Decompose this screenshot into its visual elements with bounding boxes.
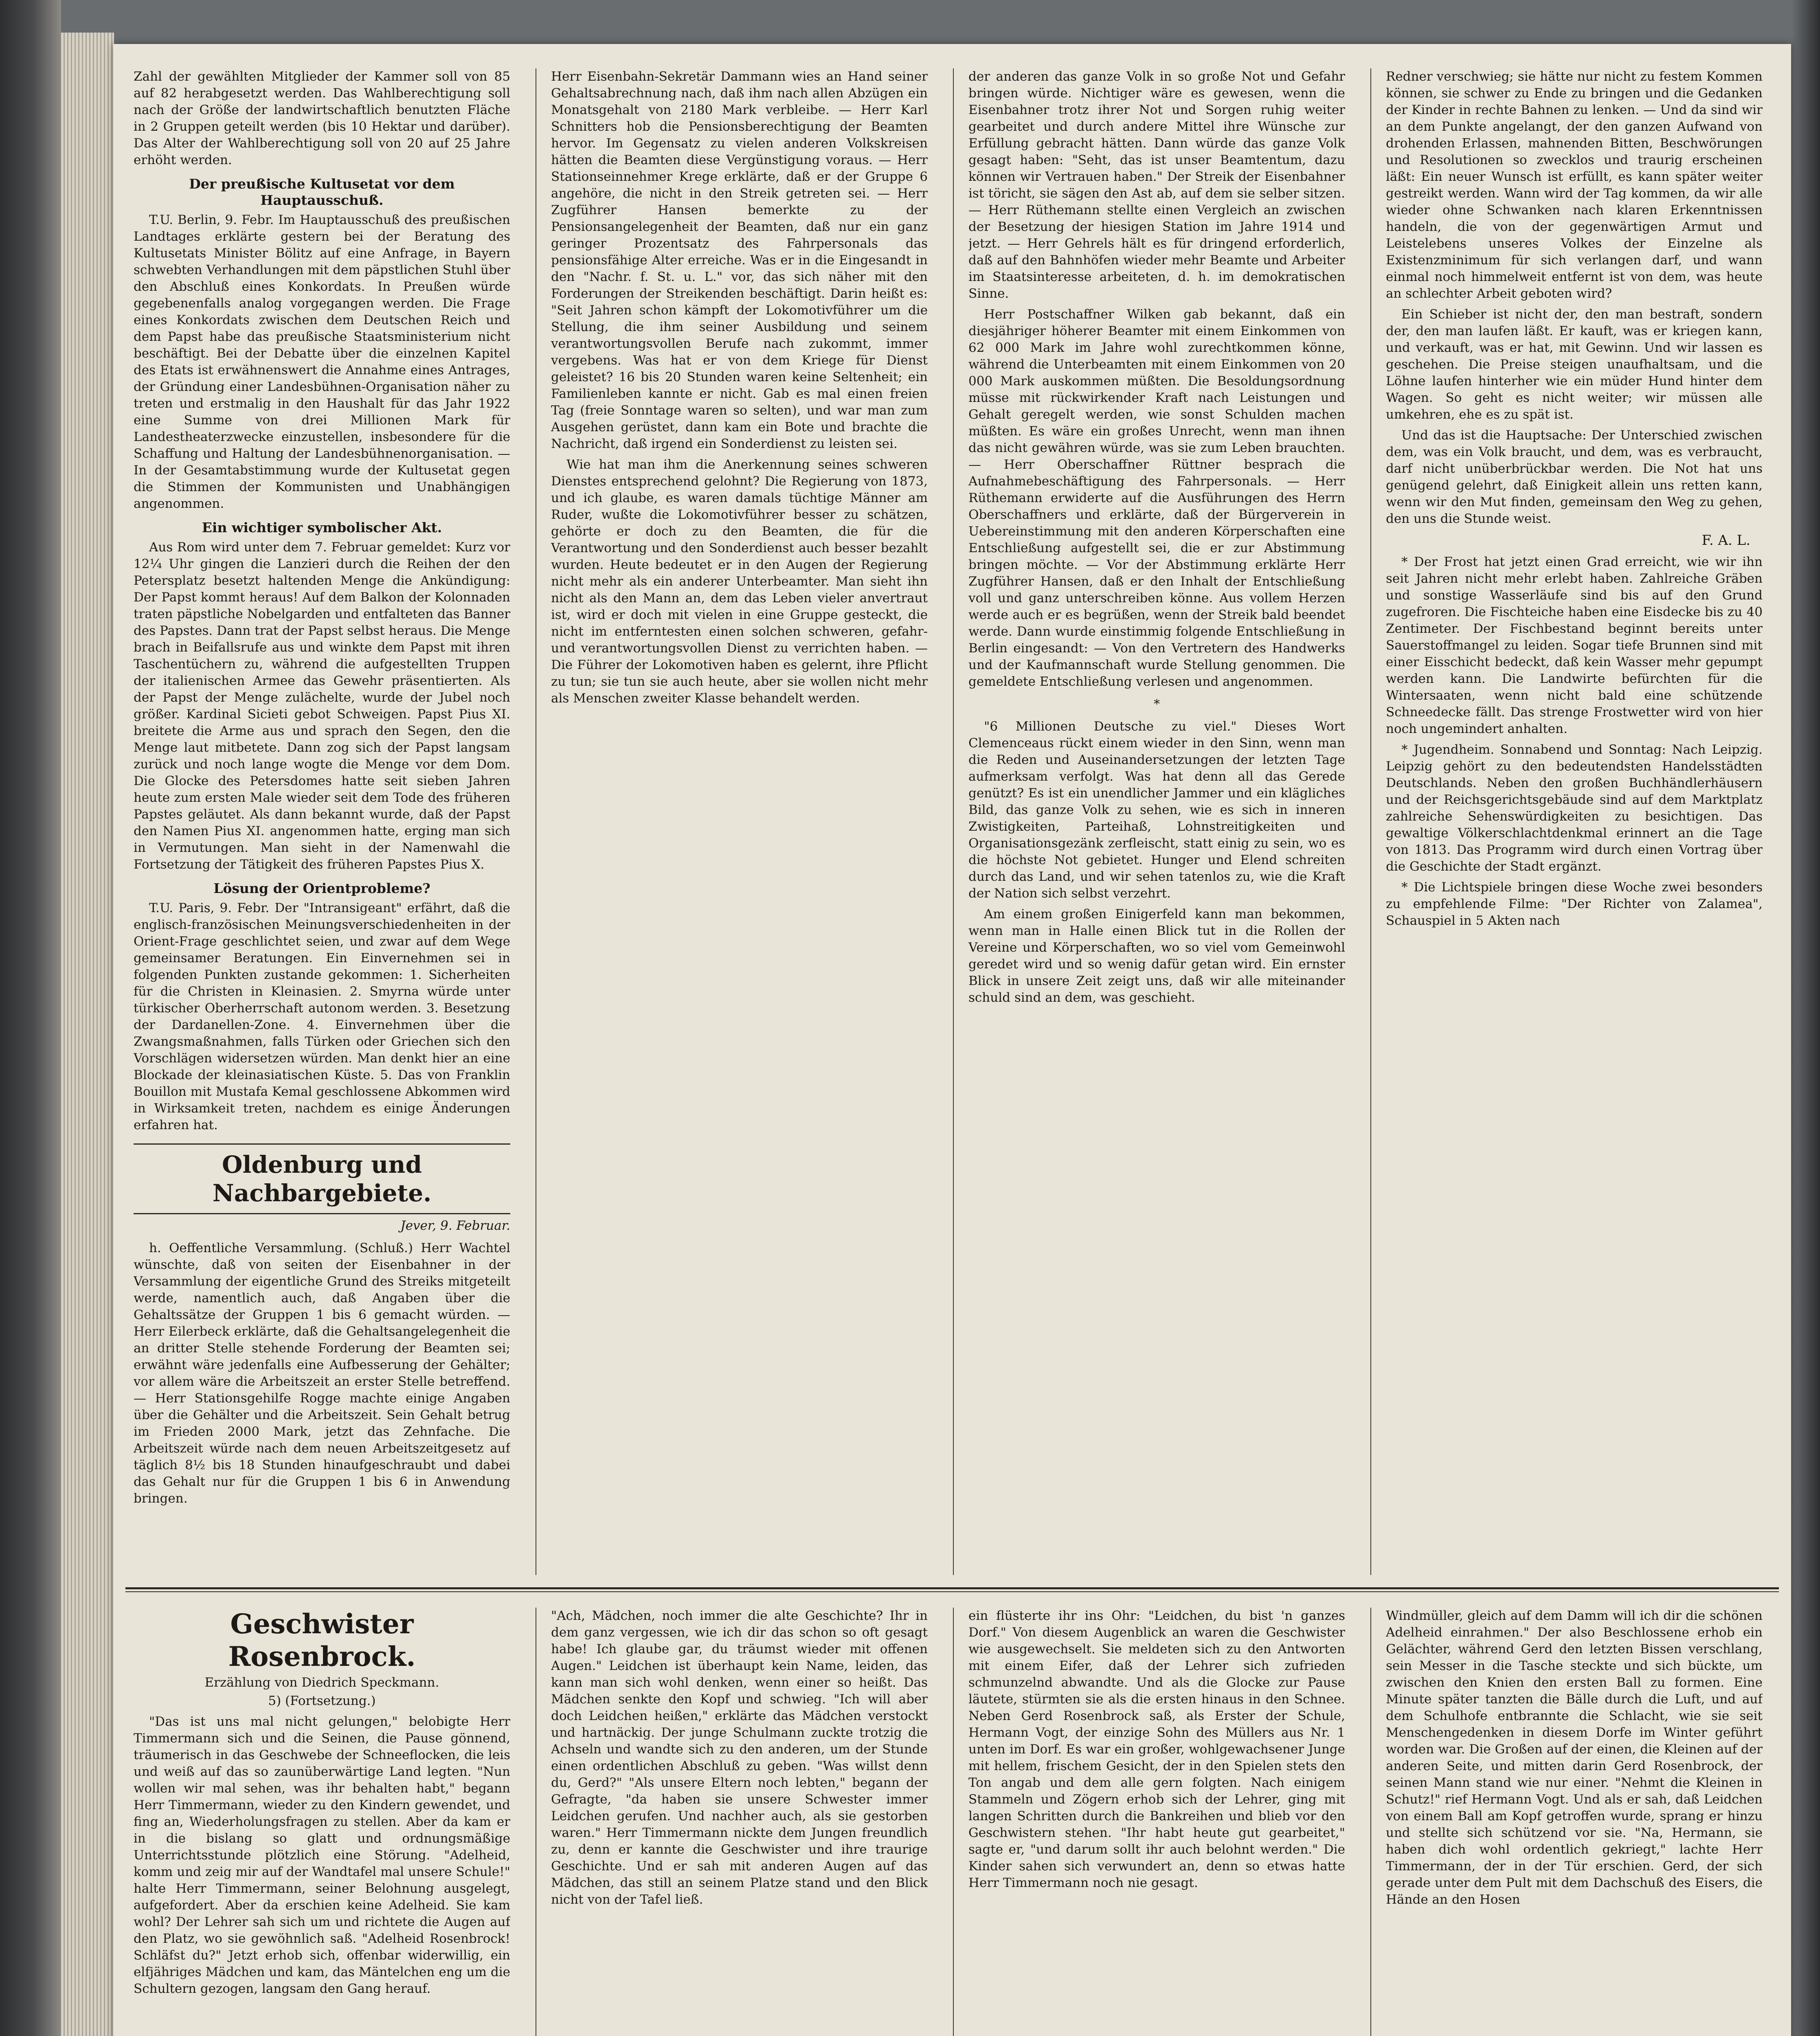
book-binding [0, 0, 61, 2036]
article-paragraph: T.U. Berlin, 9. Febr. Im Hauptausschuß des preußischen Landtages erklärte gestern bei der Beratung des Kultusetats Minister Bölitz auf eine Anfrage, in Bayern schwebten Verhandlungen mit dem päpstlichen Stuhl über den Abschluß eines Konkordats. In Preußen würde gegebenenfalls analog vorgegangen werden. Die Frage eines Konkordats zwischen dem Deutschen Reich und dem Papst habe das preußische Staatsministerium nicht beschäftigt. Bei der Debatte über die einzelnen Kapitel des Etats ist erwähnenswert die Annahme eines Antrages, der Gründung einer Landesbühnen-Organisation näher zu treten und erstmalig in den Haushalt für das Jahr 1922 eine Summe von drei Millionen Mark für Landestheaterzwecke einzustellen, insbesondere für die Schaffung und Haltung der Landesbühnenorganisation. — In der Gesamtabstimmung wurde der Kultusetat gegen die Stimmen der Kommunisten und Unabhängigen angenommen. [134, 213, 510, 511]
feuilleton-column-3 [968, 1608, 1345, 2036]
article-paragraph: der anderen das ganze Volk in so große Not und Gefahr bringen würde. Nichtiger wäre es gewesen, wenn die Eisenbahner trotz ihrer Not und Sorgen ruhig weiter gearbeitet und durch andere Mittel ihre Wünsche zur Erfüllung gebracht hätten. Dann würde das ganze Volk gesagt haben: "Seht, das ist unser Beamtentum, dazu können wir Vertrauen haben." Der Streik der Eisenbahner ist töricht, sie sägen den Ast ab, auf dem sie selber sitzen. — Herr Rüthemann stellte einen Vergleich an zwischen der Besetzung der hiesigen Station im Jahre 1914 und jetzt. — Herr Gehrels hält es für dringend erforderlich, daß auf den Bahnhöfen wieder mehr Beamte und Arbeiter im Staatsinteresse arbeiteten, d. h. im demokratischen Sinne. [968, 69, 1345, 301]
article-paragraph: Aus Rom wird unter dem 7. Februar gemeldet: Kurz vor 12¼ Uhr gingen die Lanzieri durch die Reihen der den Petersplatz besetzt haltenden Menge die Ankündigung: Der Papst kommt heraus! Auf dem Balkon der Kolonnaden traten päpstliche Nobelgarden und entfalteten das Banner des Papstes. Dann trat der Papst selbst heraus. Die Menge brach in Beifallsrufe aus und winkte dem Papst mit ihren Taschentüchern zu, während die aufgestellten Truppen der italienischen Armee das Gewehr präsentierten. Als der Papst der Menge zulächelte, wurde der Jubel noch größer. Kardinal Sicieti gebot Schweigen. Papst Pius XI. breitete die Arme aus und sprach den Segen, den die Menge laut mitbetete. Dann zog sich der Papst langsam zurück und noch lange wogte die Menge vor dem Dom. Die Glocke des Petersdomes hatte seit sieben Jahren heute zum ersten Male wieder seit dem Tode des früheren Papstes geläutet. Als dann bekannt wurde, daß der Papst den Namen Pius XI. angenommen hatte, erging man sich in Vermutungen. Man sieht in der Namenwahl die Fortsetzung der Tätigkeit des früheren Papstes Pius X. [134, 540, 510, 872]
article-paragraph: Zahl der gewählten Mitglieder der Kammer soll von 85 auf 82 herabgesetzt werden. Das Wahlberechtigung soll nach der Größe der landwirtschaftlich benutzten Fläche in 2 Gruppen geteilt werden (bis 10 Hektar und darüber). Das Alter der Wahlberechtigung soll von 20 auf 25 Jahre erhöht werden. [134, 69, 510, 167]
right-edge-shadow [1791, 0, 1820, 2036]
newspaper-page [113, 44, 1791, 2036]
feuilleton-rule [125, 1587, 1779, 1589]
news-item: * Die Lichtspiele bringen diese Woche zwei besonders zu empfehlende Filme: "Der Richter von Zalamea", Schauspiel in 5 Akten nach [1386, 880, 1763, 928]
feuilleton-column-4 [1386, 1608, 1763, 2036]
article-heading: Der preußische Kultusetat vor dem Hauptausschuß. [189, 176, 455, 208]
feuilleton-column-2 [551, 1608, 928, 2036]
column-rule [1370, 68, 1371, 1575]
feuilleton-author: Erzählung von Diedrich Speckmann. [204, 1675, 439, 1690]
article-paragraph: Und das ist die Hauptsache: Der Unterschied zwischen dem, was ein Volk braucht, und dem, was es verbraucht, darf nicht unüberbrückbar werden. Die Not hat uns genügend gelehrt, daß Einigkeit allein uns retten kann, wenn wir den Mut finden, gemeinsam den Weg zu gehen, den uns die Stunde weist. [1386, 428, 1763, 526]
column-rule [1370, 1608, 1371, 2036]
story-paragraph: Windmüller, gleich auf dem Damm will ich dir die schönen Adelheid einrahmen." Der also Beschlossene erhob ein Gelächter, während Gerd den letzten Bissen verschlang, sein Messer in die Tasche steckte und sich bückte, um zwischen den Knien den ersten Ball zu formen. Eine Minute später tanzten die Bälle durch die Luft, und auf dem Schulhofe entbrannte die Schlacht, wie sie seit Menschengedenken in diesem Dorfe im Winter geführt worden war. Die Großen auf der einen, die Kleinen auf der anderen Seite, und mitten darin Gerd Rosenbrock, der seinen Mann stand wie nur einer. "Nehmt die Kleinen in Schutz!" rief Hermann Vogt. Und als er sah, daß Leidchen von einem Ball am Kopf getroffen wurde, sprang er hinzu und stellte sich schützend vor sie. "Na, Hermann, sie haben dich wohl ordentlich gekriegt," lachte Herr Timmermann, der in der Tür erschien. Gerd, der sich gerade unter dem Pult mit dem Dachschuß des Eisers, die Hände an den Hosen [1386, 1608, 1763, 1907]
article-heading: Lösung der Orientprobleme? [213, 880, 430, 896]
column-1 [134, 68, 510, 1583]
article-paragraph: Herr Postschaffner Wilken gab bekannt, daß ein diesjähriger höherer Beamter mit einem Einkommen von 62 000 Mark im Jahre wohl zurechtkommen könne, während die Unterbeamten mit einem Einkommen von 20 000 Mark auskommen müßten. Die Besoldungsordnung müsse mit rückwirkender Kraft nach Leistungen und Gehalt geregelt werden, wie sonst Schulden machen müßten. Es wäre ein großes Unrecht, wenn man ihnen das nicht gewähren würde, was sie zum Leben brauchten. — Herr Oberschaffner Rüttner besprach die Aufnahmebeschäftigung des Fahrpersonals. — Herr Rüthemann erwiderte auf die Ausführungen des Herrn Oberschaffners und erklärte, daß der Bürgerverein in Uebereinstimmung mit den anderen Körperschaften eine Entschließung aufgestellt sei, die er zur Abstimmung bringen möchte. — Vor der Abstimmung erklärte Herr Zugführer Hansen, daß er den Inhalt der Entschließung voll und ganz unterschreiben könne. Aus vollem Herzen werde auch er es begrüßen, wenn der Streik bald beendet werde. Dann wurde einstimmig folgende Entschließung in Berlin eingesandt: — Von den Vertretern des Handwerks und der Kaufmannschaft wurde Stellung genommen. Die gemeldete Entschließung verlesen und angenommen. [968, 307, 1345, 689]
column-3 [968, 68, 1345, 1583]
column-2 [551, 68, 928, 1583]
story-paragraph: "Das ist uns mal nicht gelungen," belobigte Herr Timmermann sich und die Seinen, die Pause gönnend, träumerisch in das Geschwebe der Schneeflocken, die leis und weiß auf das so zaunüberwärtige Land legten. "Nun wollen wir mal sehen, was ihr behalten habt," begann Herr Timmermann, wieder zu den Kindern gewendet, und fing an, Wiederholungsfragen zu stellen. Aber da kam er in die bislang so glatt und ordnungsmäßige Unterrichtsstunde plötzlich eine Störung. "Adelheid, komm und zeig mir auf der Wandtafel mal unsere Schule!" halte Herr Timmermann, seiner Belohnung ausgelegt, aufgefordert. Aber da erschien keine Adelheid. Sie kam wohl? Der Lehrer sah sich um und richtete die Augen auf den Platz, wo sie gewöhnlich saß. "Adelheid Rosenbrock! Schläfst du?" Jetzt erhob sich, offenbar widerwillig, ein elfjähriges Mädchen und kam, das Mäntelchen eng um die Schultern gezogen, langsam den Gang herauf. [134, 1714, 510, 1996]
author-signature: F. A. L. [1701, 532, 1750, 548]
article-heading: Ein wichtiger symbolischer Akt. [202, 520, 442, 535]
dateline: Jever, 9. Februar. [400, 1218, 510, 1233]
section-title: Oldenburg und Nachbargebiete. [134, 1143, 510, 1214]
feuilleton-rule-thin [125, 1591, 1779, 1592]
feuilleton-part: 5) (Fortsetzung.) [268, 1694, 376, 1708]
article-paragraph: Redner verschwieg; sie hätte nur nicht zu festem Kommen können, sie schwer zu Ende zu bringen und die Gedanken der Kinder in rechte Bahnen zu lenken. — Und da sind wir an dem Punkte angelangt, der den ganzen Aufwand von drohenden Erlassen, mahnenden Bitten, Beschwörungen und Resolutionen so zwecklos und traurig erscheinen läßt: Ein neuer Wunsch ist erfüllt, es kann später weiter gestreikt werden. Wann wird der Tag kommen, da wir alle wieder ohne Schwanken nach klaren Erkenntnissen handeln, die von der gegenwärtigen Armut und Leistelebens unseres Volkes der Einzelne als Existenzminimum für sich verlangen darf, und wann einmal noch himmelweit entfernt ist von dem, was heute an schlechter Arbeit geboten wird? [1386, 69, 1763, 301]
article-paragraph: Ein Schieber ist nicht der, den man bestraft, sondern der, den man laufen läßt. Er kauft, was er kriegen kann, und verkauft, was er hat, mit Gewinn. Und wir lassen es geschehen. Die Preise steigen unaufhaltsam, und die Löhne laufen hinterher wie ein müder Hund hinter dem Wagen. So geht es nicht weiter; wir müssen alle umkehren, ehe es zu spät ist. [1386, 307, 1763, 422]
story-paragraph: "Ach, Mädchen, noch immer die alte Geschichte? Ihr in dem ganz vergessen, wie ich dir das schon so oft gesagt habe! Ich glaube gar, du träumst wieder mit offenen Augen." Leidchen ist überhaupt kein Name, leiden, das kann man sich wohl denken, wenn einer so heißt. Das Mädchen senkte den Kopf und schwieg. "Ich will aber doch Leidchen heißen," erklärte das Mädchen verstockt und hartnäckig. Der junge Schulmann zuckte trotzig die Achseln und wandte sich zu den anderen, um der Stunde einen ordentlichen Abschluß zu geben. "Was willst denn du, Gerd?" "Als unsere Eltern noch lebten," begann der Gefragte, "da haben sie unsere Schwester immer Leidchen gerufen. Und nachher auch, als sie gestorben waren." Herr Timmermann nickte dem Jungen freundlich zu, denn er kannte die Geschwister und ihre traurige Geschichte. Und er sah mit anderen Augen auf das Mädchen, das still an seinem Platze stand und den Blick nicht von der Tafel ließ. [551, 1608, 928, 1907]
page-stack-edge [61, 33, 114, 2036]
article-paragraph: "6 Millionen Deutsche zu viel." Dieses Wort Clemenceaus rückt einem wieder in den Sinn, wenn man die Reden und Auseinandersetzungen der letzten Tage aufmerksam verfolgt. Was hat denn all das Gerede genützt? Es ist ein unendlicher Jammer und ein klägliches Bild, das ganze Volk zu sehen, wie es sich in inneren Zwistigkeiten, Parteihaß, Lohnstreitigkeiten und Organisationsgezänk zerfleischt, statt einig zu sein, wo es die höchste Not gebietet. Hunger und Elend schreiten durch das Land, und wir sehen tatenlos zu, wie die Kraft der Nation sich selbst verzehrt. [968, 719, 1345, 901]
article-paragraph: Herr Eisenbahn-Sekretär Dammann wies an Hand seiner Gehaltsabrechnung nach, daß ihm nach allen Abzügen ein Monatsgehalt von 2180 Mark verbleibe. — Herr Karl Schnitters hob die Pensionsberechtigung der Beamten hervor. Im Gegensatz zu vielen anderen Volkskreisen hätten die Beamten diese Vergünstigung voraus. — Herr Stationseinnehmer Krege erklärte, daß er der Gruppe 6 angehöre, die nicht in den Streik getreten sei. — Herr Zugführer Hansen bemerkte zu der Pensionsangelegenheit der Beamten, daß nur ein ganz geringer Prozentsatz des Fahrpersonals das pensionsfähige Alter erreiche. Was er in die Eingesandt in den "Nachr. f. St. u. L." vor, das sich näher mit den Forderungen der Streikenden beschäftigt. Darin heißt es: "Seit Jahren schon kämpft der Lokomotivführer um die Stellung, die ihm seiner Ausbildung und seinem verantwortungsvollen Berufe nach zukommt, immer vergebens. Was hat er von dem Kriege für Dienst geleistet? 16 bis 20 Stunden waren keine Seltenheit; ein Familienleben kannte er nicht. Gab es mal einen freien Tag (freie Sonntage waren so selten), und war man zum Ausgehen gerüstet, dann kam ein Bote und brachte die Nachricht, daß irgend ein Sonderdienst zu leisten sei. [551, 69, 928, 451]
news-item: * Der Frost hat jetzt einen Grad erreicht, wie wir ihn seit Jahren nicht mehr erlebt haben. Zahlreiche Gräben und sonstige Wasserläufe sind bis auf den Grund zugefroren. Die Fischteiche haben eine Eisdecke bis zu 40 Zentimeter. Der Fischbestand beginnt bereits unter Sauerstoffmangel zu leiden. Sogar tiefe Brunnen sind mit einer Eisschicht bedeckt, daß kein Wasser mehr gepumpt werden kann. Die Landwirte befürchten für die Wintersaaten, wenn nicht bald eine schützende Schneedecke fällt. Das strenge Frostwetter wird von hier noch ungemindert anhalten. [1386, 555, 1763, 736]
column-rule [953, 68, 954, 1575]
story-paragraph: ein flüsterte ihr ins Ohr: "Leidchen, du bist 'n ganzes Dorf." Von diesem Augenblick an waren die Geschwister wie ausgewechselt. Sie meldeten sich zu den Antworten mit einem Eifer, daß der Lehrer sich zufrieden schmunzelnd abwandte. Und als die Glocke zur Pause läutete, stürmten sie als die ersten hinaus in den Schnee. Neben Gerd Rosenbrock saß, als Erster der Schule, Hermann Vogt, der einzige Sohn des Müllers aus Nr. 1 unten im Dorf. Es war ein großer, wohlgewachsener Junge mit hellem, frischem Gesicht, der in den Spielen stets den Ton angab und dem alle gern folgten. Nach einigem Stammeln und Zögern erhob sich der Lehrer, ging mit langen Schritten durch die Bankreihen und blieb vor den Geschwistern stehen. "Ihr habt heute gut gearbeitet," sagte er, "und darum sollt ihr auch belohnt werden." Die Kinder sahen sich verwundert an, denn so etwas hatte Herr Timmermann noch nie gesagt. [968, 1608, 1345, 1890]
article-paragraph: Wie hat man ihm die Anerkennung seines schweren Dienstes entsprechend gelohnt? Die Regierung von 1873, und ich glaube, es waren damals tüchtige Männer am Ruder, wußte die Lokomotivführer besser zu schätzen, gehörte er doch zu den Beamten, die für die Verantwortung und den Sonderdienst auch besser bezahlt wurden. Heute bedeutet er in den Augen der Regierung nicht mehr als ein anderer Unterbeamter. Man sieht ihn nicht als den Mann an, dem das Leben vieler anvertraut ist, wird er doch mit vielen in eine Gruppe gesteckt, die nicht im entferntesten einen solchen schweren, gefahr- und verantwortungsvollen Dienst zu verrichten haben. — Die Führer der Lokomotiven haben es gelernt, ihre Pflicht zu tun; sie tun sie auch heute, aber sie wollen nicht mehr als Menschen zweiter Klasse behandelt werden. [551, 457, 928, 706]
article-paragraph: h. Oeffentliche Versammlung. (Schluß.) Herr Wachtel wünschte, daß von seiten der Eisenbahner in der Versammlung der eigentliche Grund des Streiks mitgeteilt werde, namentlich auch, daß Angaben über die Gehaltssätze der Gruppen 1 bis 6 gemacht würden. — Herr Eilerbeck erklärte, daß die Gehaltsangelegenheit die an dritter Stelle stehende Forderung der Beamten sei; erwähnt wäre jedenfalls eine Aufbesserung der Gehälter; vor allem wäre die Arbeitszeit an erster Stelle betreffend. — Herr Stationsgehilfe Rogge machte einige Angaben über die Gehälter und die Arbeitszeit. Sein Gehalt betrug im Frieden 2000 Mark, jetzt das Zehnfache. Die Arbeitszeit würde nach dem neuen Arbeitszeitgesetz auf täglich 8½ bis 18 Stunden hinaufgeschraubt und dabei das Gehalt nur für die Gruppen 1 bis 6 in Anwendung bringen. [134, 1241, 510, 1506]
separator-star: * [1154, 697, 1160, 711]
feuilleton-title: Geschwister Rosenbrock. [228, 1608, 416, 1672]
article-paragraph: T.U. Paris, 9. Febr. Der "Intransigeant" erfährt, daß die englisch-französischen Meinungsverschiedenheiten in der Orient-Frage geschlichtet seien, und zwar auf dem Wege gemeinsamer Beratungen. Ein Einvernehmen sei in folgenden Punkten zustande gekommen: 1. Sicherheiten für die Christen in Kleinasien. 2. Smyrna würde unter türkischer Oberherrschaft autonom werden. 3. Besetzung der Dardanellen-Zone. 4. Einvernehmen über die Zwangsmaßnahmen, falls Türken oder Griechen sich den Vorschlägen widersetzen würden. Man denkt hier an eine Blockade der kleinasiatischen Küste. 5. Das von Franklin Bouillon mit Mustafa Kemal geschlossene Abkommen wird in Wirksamkeit treten, nachdem es einige Änderungen erfahren hat. [134, 901, 510, 1132]
feuilleton-column-1 [134, 1608, 510, 2036]
column-4 [1386, 68, 1763, 1583]
article-paragraph: Am einem großen Einigerfeld kann man bekommen, wenn man in Halle einen Blick tut in die Rollen der Vereine und Körperschaften, wo so viel vom Gemeinwohl geredet wird und so wenig dafür getan wird. Ein ernster Blick in unsere Zeit zeigt uns, daß wir alle miteinander schuld sind an dem, was geschieht. [968, 907, 1345, 1005]
column-rule [953, 1608, 954, 2036]
news-item: * Jugendheim. Sonnabend und Sonntag: Nach Leipzig. Leipzig gehört zu den bedeutendsten Handelsstädten Deutschlands. Neben den großen Buchhändlerhäusern und der Reichsgerichtsgebäude sind auf dem Marktplatz zahlreiche Sehenswürdigkeiten zu besichtigen. Das gewaltige Völkerschlachtdenkmal erinnert an die Tage von 1813. Das Programm wird durch einen Vortrag über die Geschichte der Stadt ergänzt. [1386, 742, 1763, 874]
